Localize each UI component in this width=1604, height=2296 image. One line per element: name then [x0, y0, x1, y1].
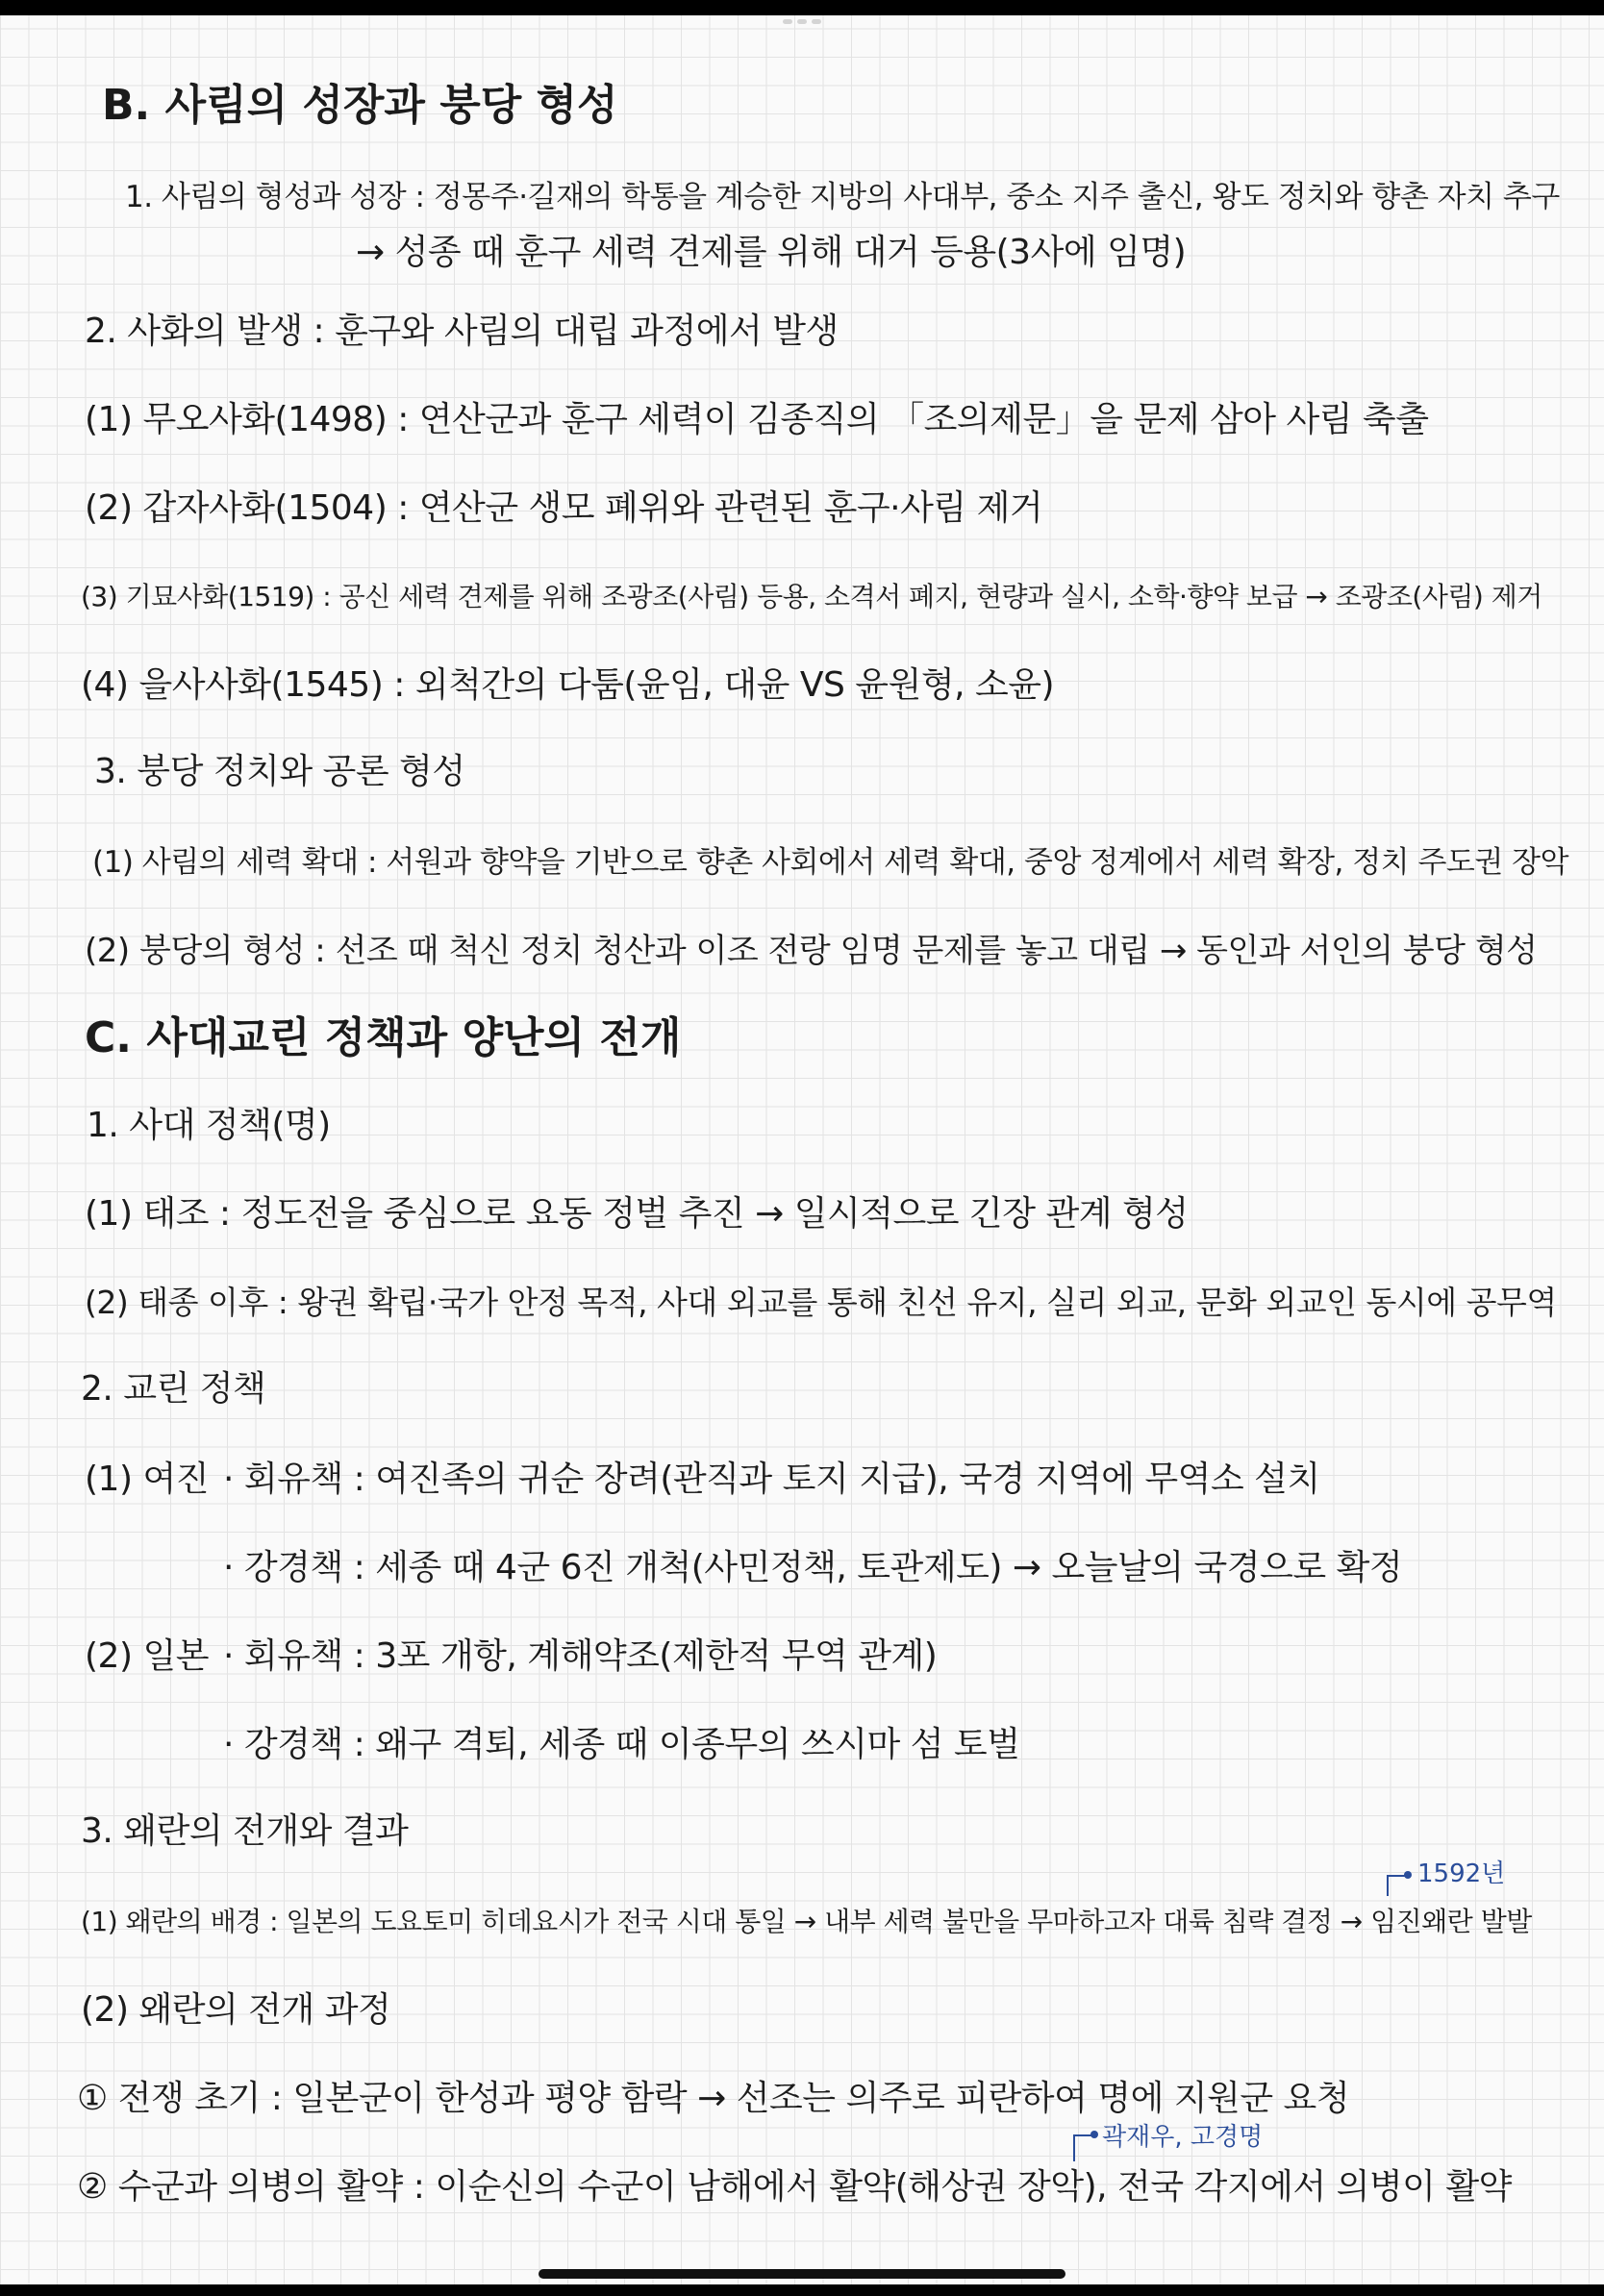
c2-yeojin-label: (1) 여진	[85, 1460, 209, 1499]
bottom-bar	[0, 2284, 1604, 2296]
b2-item-3: (3) 기묘사화(1519) : 공신 세력 견제를 위해 조광조(사림) 등용, 소격서 폐지, 현량과 실시, 소학·향약 보급 → 조광조(사림) 제거	[81, 581, 1542, 612]
c3-item-2-2: ② 수군과 의병의 활약 : 이순신의 수군이 남해에서 활약(해상권 장악), 전국 각지에서 의병이 활약	[77, 2167, 1512, 2207]
c2-japan-hardline: · 강경책 : 왜구 격퇴, 세종 때 이종무의 쓰시마 섬 토벌	[223, 1725, 1020, 1764]
c2-yeojin-hardline: · 강경책 : 세종 때 4군 6진 개척(사민정책, 토관제도) → 오늘날의 국경으로 확정	[223, 1548, 1403, 1587]
c1-heading: 1. 사대 정책(명)	[87, 1106, 331, 1145]
annotation-1592: 1592년	[1417, 1859, 1506, 1888]
c3-item-2-1: ① 전쟁 초기 : 일본군이 한성과 평양 함락 → 선조는 의주로 피란하여 명에 지원군 요청	[77, 2079, 1350, 2118]
multitasking-handle[interactable]	[783, 19, 821, 25]
b3-heading: 3. 붕당 정치와 공론 형성	[94, 752, 465, 791]
c3-item-2: (2) 왜란의 전개 과정	[81, 1990, 391, 2030]
b3-item-1: (1) 사림의 세력 확대 : 서원과 향약을 기반으로 향촌 사회에서 세력 확대, 중앙 정계에서 세력 확장, 정치 주도권 장악	[92, 845, 1569, 880]
b1-line2: → 성종 때 훈구 세력 견제를 위해 대거 등용(3사에 임명)	[356, 233, 1187, 272]
c2-yeojin-appeasement: · 회유책 : 여진족의 귀순 장려(관직과 토지 지급), 국경 지역에 무역소 설치	[223, 1460, 1320, 1499]
c3-heading: 3. 왜란의 전개와 결과	[81, 1811, 409, 1851]
c2-japan-appeasement: · 회유책 : 3포 개항, 계해약조(제한적 무역 관계)	[223, 1636, 938, 1676]
annotation-bracket	[1387, 1875, 1406, 1896]
section-c-title: C. 사대교린 정책과 양난의 전개	[85, 1013, 682, 1062]
b2-heading: 2. 사화의 발생 : 훈구와 사림의 대립 과정에서 발생	[85, 312, 839, 351]
top-status-bar	[0, 0, 1604, 15]
c2-japan-label: (2) 일본	[85, 1636, 209, 1676]
c2-heading: 2. 교린 정책	[81, 1369, 266, 1409]
b2-item-2: (2) 갑자사화(1504) : 연산군 생모 폐위와 관련된 훈구·사림 제거	[85, 488, 1043, 528]
b2-item-4: (4) 을사사화(1545) : 외척간의 다툼(윤임, 대윤 VS 윤원형, 소윤)	[81, 665, 1055, 705]
c1-item-2: (2) 태종 이후 : 왕권 확립·국가 안정 목적, 사대 외교를 통해 친선 유지, 실리 외교, 문화 외교인 동시에 공무역	[85, 1284, 1557, 1321]
b2-item-1: (1) 무오사화(1498) : 연산군과 훈구 세력이 김종직의 「조의제문」을 문제 삼아 사림 축출	[85, 400, 1429, 439]
b1-line1: 1. 사림의 형성과 성장 : 정몽주·길재의 학통을 계승한 지방의 사대부, 중소 지주 출신, 왕도 정치와 향촌 자치 추구	[125, 180, 1560, 214]
c3-item-1: (1) 왜란의 배경 : 일본의 도요토미 히데요시가 전국 시대 통일 → 내부 세력 불만을 무마하고자 대륙 침략 결정 → 임진왜란 발발	[81, 1906, 1532, 1937]
c1-item-1: (1) 태조 : 정도전을 중심으로 요동 정벌 추진 → 일시적으로 긴장 관계 형성	[85, 1194, 1189, 1234]
annotation-militia-leaders: 곽재우, 고경명	[1102, 2123, 1264, 2152]
b3-item-2: (2) 붕당의 형성 : 선조 때 척신 정치 청산과 이조 전랑 임명 문제를 놓고 대립 → 동인과 서인의 붕당 형성	[85, 932, 1538, 970]
home-indicator[interactable]	[539, 2269, 1065, 2279]
section-b-title: B. 사림의 성장과 붕당 형성	[102, 81, 618, 130]
annotation-bracket	[1073, 2134, 1092, 2161]
